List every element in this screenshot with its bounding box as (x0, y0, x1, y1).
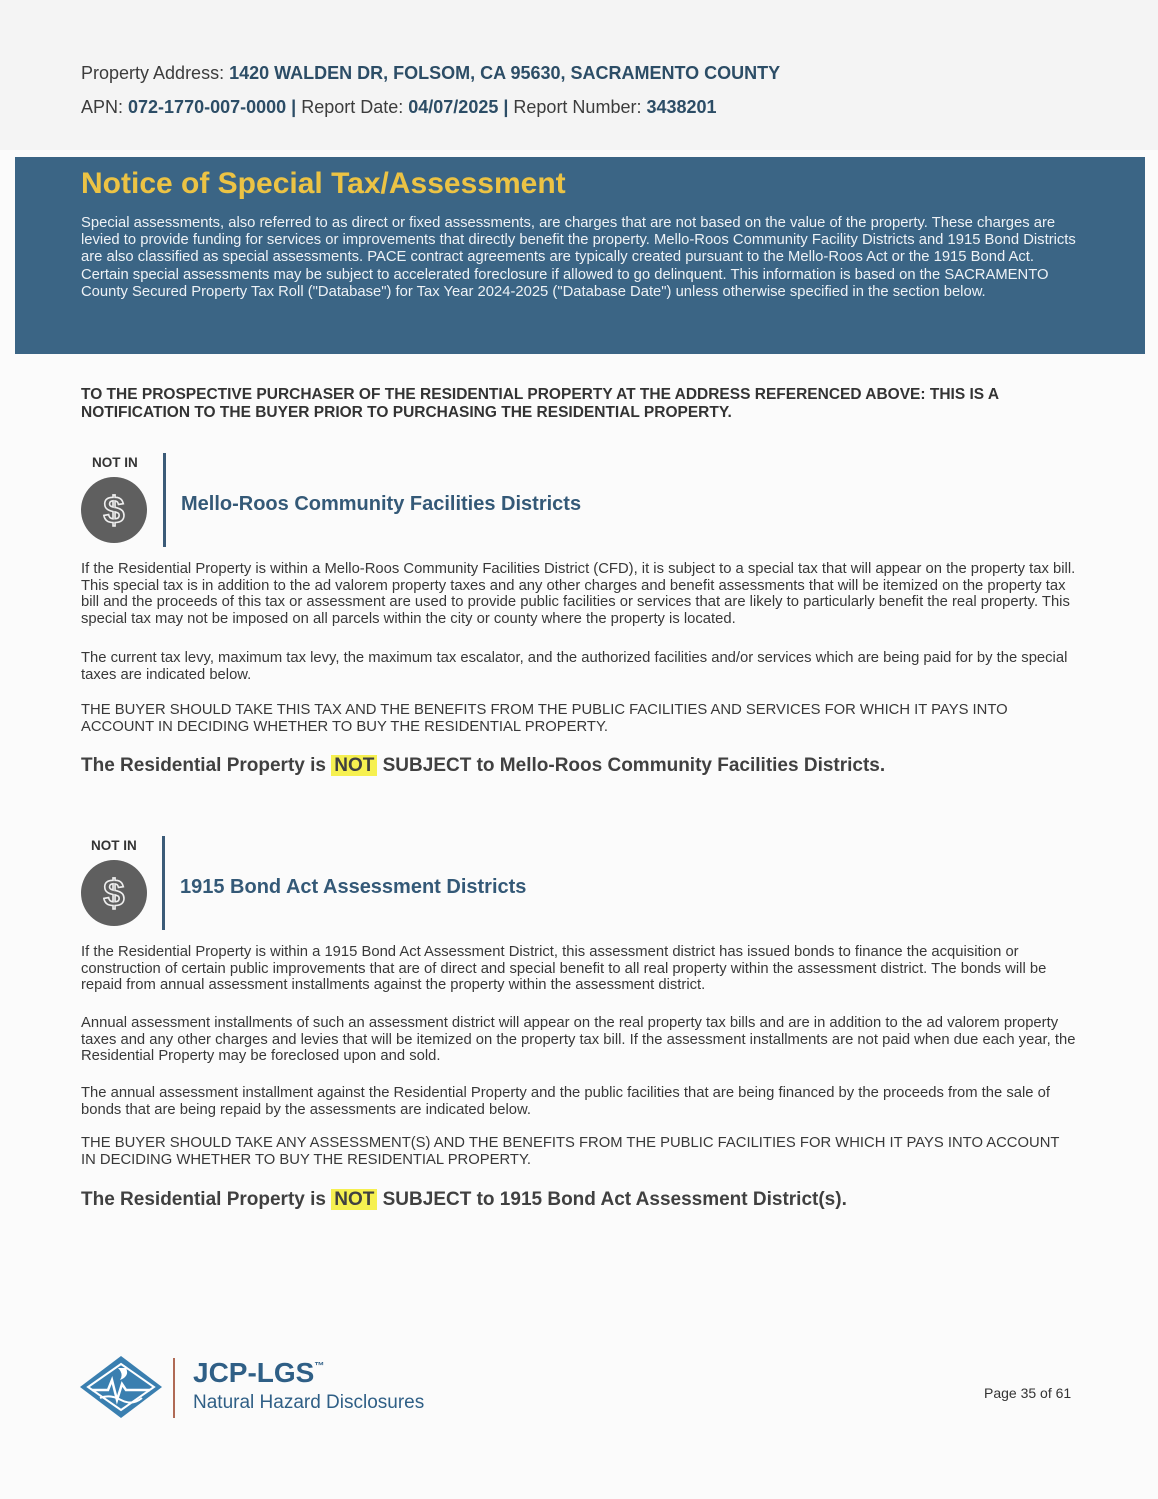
section-divider (162, 836, 165, 930)
statement-text: SUBJECT to Mello-Roos Community Facilities Districts. (377, 755, 886, 776)
banner-text: Special assessments, also referred to as direct or fixed assessments, are charges that are not based on the value of the property. These charges are levied to provide funding for services or improvements that directly benefit the property. Mello-Roos Community Facility Districts and 1915 Bond Districts are also classified as special assessments. PACE contract agreements are typically created pursuant to the Mello-Roos Act or the 1915 Bond Act. Certain special assessments may be subject to accelerated foreclosure if allowed to go delinquent. This information is based on the SACRAMENTO County Secured Property Tax Roll ("Database") for Tax Year 2024-2025 ("Database Date") unless otherwise specified in the section below. (81, 215, 1076, 300)
section-title: 1915 Bond Act Assessment Districts (180, 876, 527, 898)
brand-name (193, 1357, 324, 1389)
report-number-value: 3438201 (646, 97, 717, 117)
separator: | (286, 97, 302, 117)
apn-value: 072-1770-007-0000 (128, 97, 287, 117)
report-date-label: Report Date: (301, 97, 409, 117)
dollar-coin-icon (81, 477, 147, 543)
subject-statement (81, 1189, 847, 1211)
report-date-value: 04/07/2025 (408, 97, 499, 117)
section-title: Mello-Roos Community Facilities Districts (181, 493, 582, 515)
paragraph: The current tax levy, maximum tax levy, the maximum tax escalator, and the authorized facilities and/or services which are being paid for by the special taxes are indicated below. (81, 650, 1068, 683)
page-number: Page 35 of 61 (984, 1385, 1072, 1401)
statement-text: The Residential Property is (81, 755, 332, 776)
highlighted-not: NOT (331, 1189, 377, 1210)
paragraph: The annual assessment installment against the Residential Property and the public facilities that are being financed by the proceeds from the sale of bonds that are being repaid by the assessments are indicated below. (81, 1085, 1050, 1118)
svg-text:$: $ (103, 490, 125, 532)
statement-text: SUBJECT to 1915 Bond Act Assessment District(s). (377, 1189, 847, 1210)
report-number-label: Report Number: (513, 97, 647, 117)
subject-statement (81, 755, 885, 777)
brand-text: JCP-LGS (193, 1357, 315, 1388)
report-info-line (81, 97, 717, 118)
separator: | (498, 97, 514, 117)
status-tag: NOT IN (91, 838, 137, 853)
status-tag: NOT IN (92, 455, 138, 470)
apn-label: APN: (81, 97, 129, 117)
brand-divider (173, 1358, 175, 1418)
paragraph: THE BUYER SHOULD TAKE ANY ASSESSMENT(S) AND THE BENEFITS FROM THE PUBLIC FACILITIES FOR WHICH IT PAYS INTO ACCOUNT IN DECIDING WHETHER TO BUY THE RESIDENTIAL PROPERTY. (81, 1135, 1060, 1168)
section-divider (163, 453, 166, 547)
paragraph: Annual assessment installments of such an assessment district will appear on the real property tax bills and are in addition to the ad valorem property taxes and any other charges and levies that will be itemized on the property tax bill. If the assessment installments are not paid when due each year, the Residential Property may be foreclosed upon and sold. (81, 1015, 1076, 1065)
svg-text:$: $ (103, 873, 125, 915)
paragraph: If the Residential Property is within a 1915 Bond Act Assessment District, this assessment district has issued bonds to finance the acquisition or construction of certain public improvements that are of direct and special benefit to all real property within the assessment district. The bonds will be repaid from annual assessment installments against the property within the assessment district. (81, 944, 1047, 994)
address-label: Property Address: (81, 63, 230, 83)
purchaser-notice: TO THE PROSPECTIVE PURCHASER OF THE RESIDENTIAL PROPERTY AT THE ADDRESS REFERENCED ABOVE: THIS IS A NOTIFICATION TO THE BUYER PRIOR TO PURCHASING THE RESIDENTIAL PROPERTY. (81, 386, 999, 421)
highlighted-not: NOT (331, 755, 377, 776)
banner-title: Notice of Special Tax/Assessment (81, 167, 566, 200)
statement-text: The Residential Property is (81, 1189, 332, 1210)
jcp-lgs-logo-icon (78, 1354, 164, 1425)
paragraph: If the Residential Property is within a Mello-Roos Community Facilities District (CFD), it is subject to a special tax that will appear on the property tax bill. This special tax is in addition to the ad valorem property taxes and any other charges and benefit assessments that will be itemized on the property tax bill and the proceeds of this tax or assessment are used to provide public facilities or services that are likely to particularly benefit the real property. This special tax may not be imposed on all parcels within the city or county where the property is located. (81, 561, 1076, 627)
paragraph: THE BUYER SHOULD TAKE THIS TAX AND THE BENEFITS FROM THE PUBLIC FACILITIES AND SERVICES FOR WHICH IT PAYS INTO ACCOUNT IN DECIDING WHETHER TO BUY THE RESIDENTIAL PROPERTY. (81, 702, 1008, 735)
property-address-line (81, 63, 780, 84)
dollar-coin-icon (81, 860, 147, 926)
brand-subtitle: Natural Hazard Disclosures (193, 1392, 425, 1413)
trademark: ™ (314, 1361, 325, 1372)
notice-banner (15, 157, 1145, 354)
address-value: 1420 WALDEN DR, FOLSOM, CA 95630, SACRAMENTO COUNTY (229, 63, 781, 83)
